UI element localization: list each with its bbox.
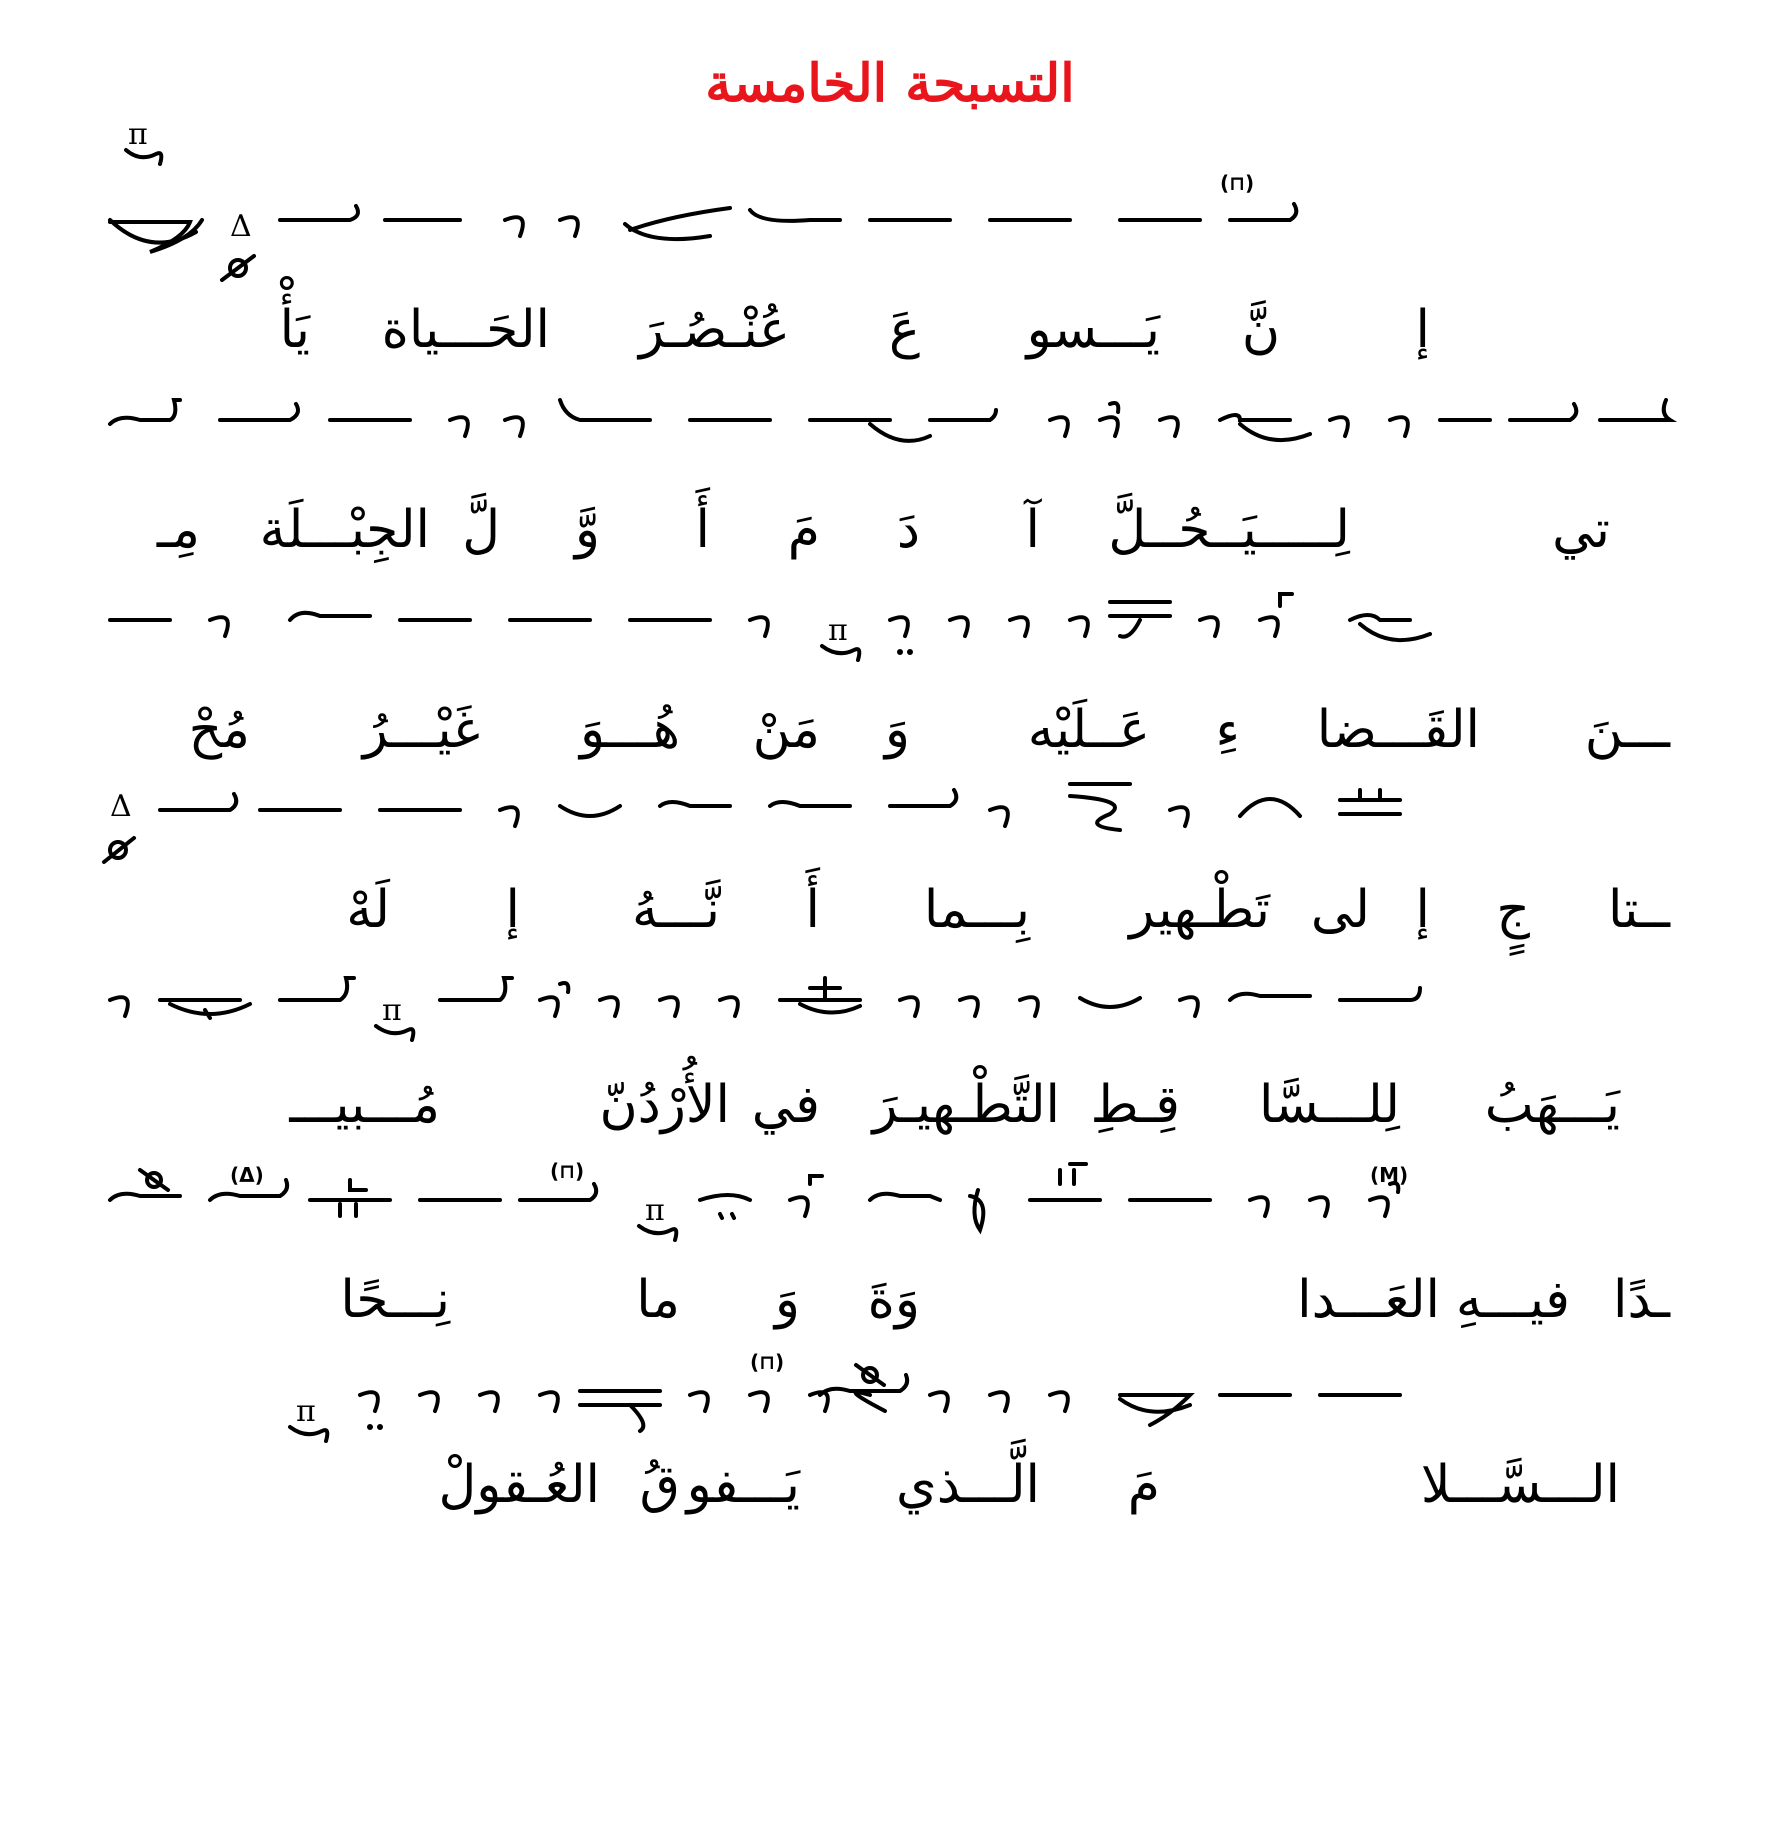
svg-text:(⊓): (⊓) [1220, 171, 1255, 195]
lyrics-row-7 [110, 1445, 1680, 1525]
lyric-word: مُحْ [188, 700, 250, 760]
lyric-word: تي [1552, 500, 1610, 560]
lyric-word: آ [1025, 500, 1040, 560]
lyric-word: جٍ [1496, 880, 1530, 940]
lyric-word: إ [1415, 300, 1430, 360]
svg-text:Δ: Δ [110, 789, 132, 824]
lyric-word: مُـــبيـــ [289, 1075, 440, 1135]
lyric-word: يَـــسو [1026, 300, 1160, 360]
lyric-word: نَّ [1241, 300, 1280, 360]
lyric-word: العُـقولْ [438, 1455, 600, 1515]
svg-text:(⊓): (⊓) [550, 1159, 585, 1183]
lyric-word: نِـــحًا [340, 1270, 450, 1330]
svg-text:π: π [645, 1193, 665, 1228]
lyric-word: الأُرْدُنّ [599, 1075, 730, 1135]
lyric-word: إ [505, 880, 520, 940]
lyrics-row-2 [110, 490, 1680, 570]
lyric-word: التَّطْـهيـرَ [872, 1075, 1060, 1135]
lyric-word: في [751, 1075, 820, 1135]
lyric-word: وَ [884, 700, 910, 760]
lyric-word: بِـــما [923, 880, 1030, 940]
lyrics-row-6 [110, 1260, 1680, 1340]
lyrics-row-4 [110, 870, 1680, 950]
lyric-word: تَطْـهير [1129, 880, 1270, 940]
svg-text:Δ: Δ [230, 209, 252, 244]
lyric-word: نَّـــهُ [631, 880, 720, 940]
lyric-word: ـدًا [1613, 1270, 1670, 1330]
lyric-word: دَ [896, 500, 920, 560]
pi-symbol-lead [120, 110, 180, 180]
notation-row-4 [110, 770, 1680, 880]
lyric-word: قِـطِ [1090, 1075, 1180, 1135]
lyric-word: ـــنَ [1584, 700, 1670, 760]
svg-text:π: π [382, 993, 402, 1028]
lyric-word: الَّـــذي [896, 1455, 1040, 1515]
lyric-word: يَأْ [279, 300, 310, 360]
lyric-word: يَـــفو [686, 1455, 800, 1515]
lyric-word: وَّ [574, 500, 600, 560]
lyric-word: لَّ [462, 500, 500, 560]
lyric-word: الجِبْـــلَة [259, 500, 430, 560]
lyric-word: مِـ [156, 500, 200, 560]
lyric-word: ءِ [1215, 700, 1240, 760]
lyric-word: غَيْـــرُ [362, 700, 480, 760]
lyric-word: الـــسَّـــلا [1420, 1455, 1620, 1515]
lyric-word: فيـــهِ [1455, 1270, 1570, 1330]
lyric-word: مَنْ [752, 700, 820, 760]
notation-row-1 [110, 171, 1680, 290]
lyric-word: القَـــضا [1316, 700, 1480, 760]
lyric-word: لى [1310, 880, 1370, 940]
lyric-word: يَـــهَبُ [1484, 1075, 1620, 1135]
notation-row-3 [110, 580, 1680, 690]
lyric-word: لِـــــيَــحُــلَّ [1108, 500, 1350, 560]
lyrics-row-5 [110, 1065, 1680, 1145]
lyric-word: ما [636, 1270, 680, 1330]
lyric-word: مَ [787, 500, 820, 560]
lyric-word: أَ [695, 500, 710, 560]
lyric-word: وَةَ [867, 1270, 920, 1330]
page-title: التسبحة الخامسة [705, 53, 1075, 114]
lyric-word: هُـــوَ [580, 700, 680, 760]
lyric-word: مَ [1127, 1455, 1160, 1515]
lyric-word: عُنْـصُـرَ [639, 300, 790, 360]
lyric-word: عَ [888, 300, 920, 360]
lyric-word: قُ [639, 1455, 680, 1515]
lyric-word: وَ [774, 1270, 800, 1330]
lyric-word: عَــلَيْه [1027, 700, 1150, 760]
lyric-word: لَهْ [346, 880, 390, 940]
svg-text:π: π [828, 613, 848, 648]
svg-text:(⊓): (⊓) [750, 1350, 785, 1374]
svg-text:(Δ): (Δ) [230, 1163, 264, 1187]
svg-text:(M): (M) [1370, 1163, 1409, 1187]
notation-row-2 [110, 380, 1680, 490]
svg-text:π: π [296, 1394, 316, 1429]
lyric-word: الحَـــياة [381, 300, 550, 360]
lyric-word: العَـــدا [1297, 1270, 1440, 1330]
lyric-word: لِلـــسَّا [1259, 1075, 1400, 1135]
lyric-word: أَ [805, 880, 820, 940]
lyric-word: ــتا [1607, 880, 1670, 940]
notation-row-5 [110, 960, 1680, 1070]
svg-text:π: π [128, 117, 148, 152]
lyrics-row-1 [110, 290, 1680, 370]
lyric-word: إ [1415, 880, 1430, 940]
lyrics-row-3 [110, 690, 1680, 770]
notation-row-6 [110, 1160, 1680, 1270]
